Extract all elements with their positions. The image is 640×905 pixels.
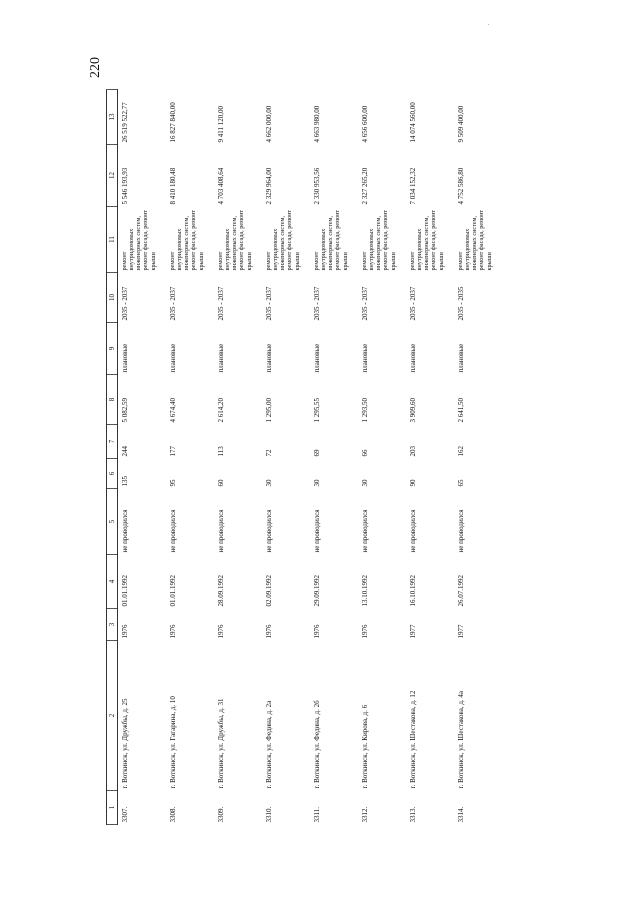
area: 1 293,50	[361, 398, 370, 423]
repair-kind: плановые	[217, 343, 226, 373]
work-types: ремонт внутридомовых инженерных систем, ремонт фасада, ремонт крыши	[217, 209, 253, 271]
col-6-value: 30	[361, 479, 370, 487]
work-types: ремонт внутридомовых инженерных систем, ремонт фасада, ремонт крыши	[361, 209, 397, 271]
area: 4 674,40	[169, 398, 178, 423]
col-7-value: 113	[217, 446, 226, 457]
repair-kind: плановые	[361, 343, 370, 373]
total-cost: 9 411 120,00	[217, 106, 226, 143]
period: 2035 - 2037	[169, 286, 178, 321]
build-year: 1977	[409, 624, 418, 639]
repair-kind: плановые	[313, 343, 322, 373]
col-number-9: 9	[107, 323, 118, 375]
table-row	[166, 90, 214, 825]
col-6-value: 135	[121, 476, 130, 487]
table-row	[118, 90, 167, 825]
address: г. Воткинск, ул. Федина, д. 2б	[313, 700, 322, 789]
cost: 4 703 408,64	[217, 167, 226, 205]
row-number: 3310.	[265, 806, 274, 823]
row-number: 3313.	[409, 806, 418, 823]
last-repair: не проводился	[217, 509, 226, 553]
last-repair: не проводился	[313, 509, 322, 553]
repair-kind: плановые	[169, 343, 178, 373]
col-number-10: 10	[107, 273, 118, 323]
build-year: 1976	[313, 624, 322, 639]
work-types: ремонт внутридомовых инженерных систем, ремонт фасада, ремонт крыши	[169, 209, 205, 271]
col-number-2: 2	[107, 641, 118, 791]
row-number: 3311.	[313, 807, 322, 823]
repair-kind: плановые	[457, 343, 466, 373]
col-7-value: 244	[121, 446, 130, 457]
total-cost: 26 519 522,77	[121, 102, 130, 143]
column-number-row	[107, 90, 118, 825]
period: 2035 - 2035	[457, 286, 466, 321]
col-number-8: 8	[107, 375, 118, 425]
table-row	[406, 90, 454, 825]
col-7-value: 177	[169, 446, 178, 457]
last-repair: не проводился	[265, 509, 274, 553]
address: г. Воткинск, ул. Федина, д. 2а	[265, 700, 274, 789]
build-year: 1977	[457, 624, 466, 639]
build-year: 1976	[217, 624, 226, 639]
last-repair: не проводился	[169, 509, 178, 553]
last-repair: не проводился	[457, 509, 466, 553]
page-number: 220	[88, 57, 103, 78]
cost: 5 546 193,93	[121, 167, 130, 205]
period: 2035 - 2037	[361, 286, 370, 321]
privatization-date: 29.09.1992	[313, 575, 322, 607]
period: 2035 - 2037	[217, 286, 226, 321]
privatization-date: 02.09.1992	[265, 575, 274, 607]
col-number-13: 13	[107, 90, 118, 145]
row-number: 3308.	[169, 806, 178, 823]
work-types: ремонт внутридомовых инженерных систем, ремонт фасада, ремонт крыши	[265, 209, 301, 271]
total-cost: 14 074 560,00	[409, 102, 418, 143]
col-number-7: 7	[107, 425, 118, 459]
period: 2035 - 2037	[265, 286, 274, 321]
work-types: ремонт внутридомовых инженерных систем, ремонт фасада, ремонт крыши	[457, 209, 493, 271]
col-number-4: 4	[107, 555, 118, 609]
period: 2035 - 2037	[121, 286, 130, 321]
row-number: 3307.	[121, 806, 130, 823]
privatization-date: 26.07.1992	[457, 575, 466, 607]
privatization-date: 28.09.1992	[217, 575, 226, 607]
col-7-value: 162	[457, 446, 466, 457]
table-row	[454, 90, 502, 825]
table-row	[262, 90, 310, 825]
col-7-value: 203	[409, 446, 418, 457]
col-6-value: 90	[409, 479, 418, 487]
col-7-value: 66	[361, 449, 370, 457]
total-cost: 4 662 000,00	[265, 105, 274, 143]
work-types: ремонт внутридомовых инженерных систем, ремонт фасада, ремонт крыши	[409, 209, 445, 271]
table-row	[214, 90, 262, 825]
area: 2 614,20	[217, 398, 226, 423]
repair-kind: плановые	[409, 343, 418, 373]
col-number-11: 11	[107, 207, 118, 273]
address: г. Воткинск, ул. Дружбы, д. 25	[121, 698, 130, 789]
col-number-3: 3	[107, 609, 118, 641]
row-number: 3309.	[217, 806, 226, 823]
cost: 2 329 964,00	[265, 167, 274, 205]
address: г. Воткинск, ул. Шестакова, д. 4а	[457, 690, 466, 789]
area: 3 909,60	[409, 398, 418, 423]
cost: 7 034 152,32	[409, 167, 418, 205]
period: 2035 - 2037	[409, 286, 418, 321]
col-6-value: 60	[217, 479, 226, 487]
col-6-value: 30	[313, 479, 322, 487]
total-cost: 9 509 400,00	[457, 105, 466, 143]
work-types: ремонт внутридомовых инженерных систем, ремонт фасада, ремонт крыши	[121, 209, 157, 271]
last-repair: не проводился	[121, 509, 130, 553]
col-number-1: 1	[107, 791, 118, 825]
work-types: ремонт внутридомовых инженерных систем, ремонт фасада, ремонт крыши	[313, 209, 349, 271]
scan-speck	[488, 24, 489, 25]
col-number-12: 12	[107, 145, 118, 207]
cost: 2 330 953,56	[313, 167, 322, 205]
privatization-date: 13.10.1992	[361, 575, 370, 607]
total-cost: 4 663 980,00	[313, 105, 322, 143]
area: 2 641,50	[457, 398, 466, 423]
table-row	[358, 90, 406, 825]
area: 1 295,00	[265, 398, 274, 423]
privatization-date: 01.01.1992	[121, 575, 130, 607]
privatization-date: 16.10.1992	[409, 575, 418, 607]
last-repair: не проводился	[409, 509, 418, 553]
total-cost: 16 827 840,00	[169, 102, 178, 143]
table-row	[310, 90, 358, 825]
area: 1 295,55	[313, 398, 322, 423]
build-year: 1976	[265, 624, 274, 639]
col-7-value: 72	[265, 449, 274, 457]
cost: 2 327 265,20	[361, 167, 370, 205]
col-number-5: 5	[107, 489, 118, 555]
cost: 8 410 180,48	[169, 167, 178, 205]
total-cost: 4 656 600,00	[361, 105, 370, 143]
address: г. Воткинск, ул. Кирова, д. 6	[361, 704, 370, 789]
col-6-value: 65	[457, 479, 466, 487]
row-number: 3312.	[361, 806, 370, 823]
build-year: 1976	[169, 624, 178, 639]
build-year: 1976	[121, 624, 130, 639]
rotated-table-container	[106, 90, 526, 825]
col-number-6: 6	[107, 459, 118, 489]
col-6-value: 30	[265, 479, 274, 487]
period: 2035 - 2037	[313, 286, 322, 321]
last-repair: не проводился	[361, 509, 370, 553]
area: 5 082,59	[121, 398, 130, 423]
register-table	[106, 89, 502, 825]
address: г. Воткинск, ул. Гагарина, д. 10	[169, 696, 178, 789]
row-number: 3314.	[457, 806, 466, 823]
privatization-date: 01.01.1992	[169, 575, 178, 607]
build-year: 1976	[361, 624, 370, 639]
col-6-value: 95	[169, 479, 178, 487]
address: г. Воткинск, ул. Дружбы, д. 31	[217, 698, 226, 789]
repair-kind: плановые	[121, 343, 130, 373]
cost: 4 752 586,80	[457, 167, 466, 205]
repair-kind: плановые	[265, 343, 274, 373]
col-7-value: 69	[313, 449, 322, 457]
address: г. Воткинск, ул. Шестакова, д. 12	[409, 690, 418, 789]
